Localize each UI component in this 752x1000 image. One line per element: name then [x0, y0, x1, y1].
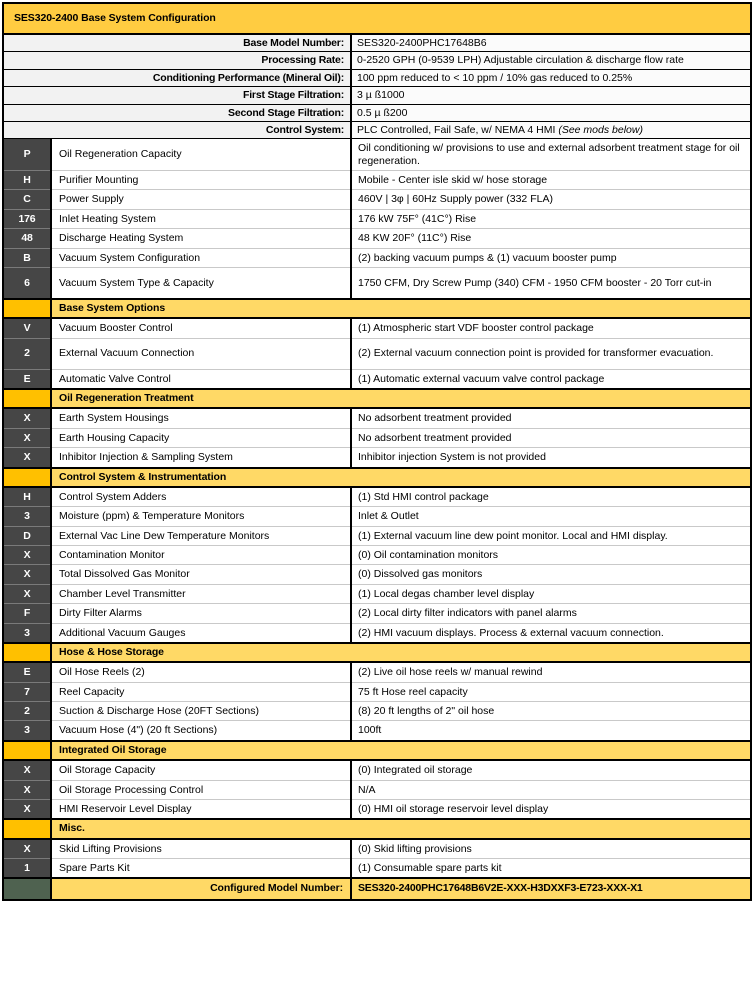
section-code-cell [3, 299, 51, 318]
section-header-row [3, 819, 751, 838]
configured-model-number: SES320-2400PHC17648B6V2E-XXX-H3DXXF3-E723-XXX-X1 [351, 878, 751, 899]
option-row [3, 623, 751, 643]
option-value: Inhibitor injection System is not provided [351, 448, 751, 468]
option-code: X [3, 584, 51, 603]
option-row [3, 338, 751, 369]
spec-value-text: 3 µ ß1000 [357, 89, 405, 102]
option-row [3, 139, 751, 171]
option-value: (0) HMI oil storage reservoir level display [351, 799, 751, 819]
spec-value-text: 0-2520 GPH (0-9539 LPH) Adjustable circulation & discharge flow rate [357, 54, 684, 67]
option-label: Inlet Heating System [51, 209, 351, 228]
option-row [3, 839, 751, 859]
option-code: 2 [3, 338, 51, 369]
spec-label: Processing Rate: [3, 52, 351, 69]
section-header-row [3, 299, 751, 318]
option-value: (8) 20 ft lengths of 2" oil hose [351, 702, 751, 721]
option-code: 3 [3, 623, 51, 643]
option-value: (0) Integrated oil storage [351, 760, 751, 780]
option-label: Oil Regeneration Capacity [51, 139, 351, 171]
option-value: No adsorbent treatment provided [351, 428, 751, 447]
option-value: No adsorbent treatment provided [351, 408, 751, 428]
option-value: (0) Skid lifting provisions [351, 839, 751, 859]
option-label: Skid Lifting Provisions [51, 839, 351, 859]
spec-value-text: 100 ppm reduced to < 10 ppm / 10% gas reduced to 0.25% [357, 71, 633, 84]
option-label: Oil Hose Reels (2) [51, 662, 351, 682]
option-label: Oil Storage Capacity [51, 760, 351, 780]
option-label: Earth System Housings [51, 408, 351, 428]
spec-label: Control System: [3, 121, 351, 138]
option-code: X [3, 799, 51, 819]
section-header-row [3, 643, 751, 662]
option-code: X [3, 408, 51, 428]
option-row [3, 682, 751, 701]
option-label: Automatic Valve Control [51, 369, 351, 389]
spec-value [351, 104, 751, 121]
option-code: P [3, 139, 51, 171]
option-label: Reel Capacity [51, 682, 351, 701]
spec-value-text: PLC Controlled, Fail Safe, w/ NEMA 4 HMI [357, 123, 559, 136]
option-code: H [3, 487, 51, 507]
option-row [3, 565, 751, 584]
spec-value [351, 34, 751, 52]
section-code-cell [3, 468, 51, 487]
option-row [3, 526, 751, 545]
option-value: (2) backing vacuum pumps & (1) vacuum booster pump [351, 248, 751, 267]
option-row [3, 267, 751, 299]
configuration-table [2, 2, 752, 901]
option-row [3, 408, 751, 428]
spec-note: (See mods below) [558, 123, 643, 136]
spec-label: Second Stage Filtration: [3, 104, 351, 121]
option-label: Earth Housing Capacity [51, 428, 351, 447]
option-code: 3 [3, 507, 51, 526]
option-code: X [3, 428, 51, 447]
option-row [3, 229, 751, 248]
option-code: X [3, 448, 51, 468]
option-label: Inhibitor Injection & Sampling System [51, 448, 351, 468]
spec-label: Conditioning Performance (Mineral Oil): [3, 69, 351, 86]
footer-row [3, 878, 751, 899]
option-value: (1) Local degas chamber level display [351, 584, 751, 603]
option-row [3, 171, 751, 190]
option-row [3, 859, 751, 879]
option-code: F [3, 604, 51, 623]
section-title: Misc. [51, 819, 751, 838]
option-label: Discharge Heating System [51, 229, 351, 248]
option-row [3, 780, 751, 799]
option-code: 3 [3, 721, 51, 741]
section-title: Oil Regeneration Treatment [51, 389, 751, 408]
spec-label: Base Model Number: [3, 34, 351, 52]
option-value: (2) Local dirty filter indicators with panel alarms [351, 604, 751, 623]
option-code: 2 [3, 702, 51, 721]
option-row [3, 369, 751, 389]
option-label: Total Dissolved Gas Monitor [51, 565, 351, 584]
option-label: External Vacuum Connection [51, 338, 351, 369]
option-label: Contamination Monitor [51, 546, 351, 565]
option-value: Inlet & Outlet [351, 507, 751, 526]
option-value: 1750 CFM, Dry Screw Pump (340) CFM - 1950 CFM booster - 20 Torr cut-in [351, 267, 751, 299]
option-label: Moisture (ppm) & Temperature Monitors [51, 507, 351, 526]
option-label: Oil Storage Processing Control [51, 780, 351, 799]
option-row [3, 448, 751, 468]
option-value: (0) Oil contamination monitors [351, 546, 751, 565]
option-label: Vacuum System Type & Capacity [51, 267, 351, 299]
option-value: 176 kW 75F° (41C°) Rise [351, 209, 751, 228]
option-code: E [3, 369, 51, 389]
option-row [3, 318, 751, 338]
option-value: (1) External vacuum line dew point monitor. Local and HMI display. [351, 526, 751, 545]
section-code-cell [3, 741, 51, 760]
option-code: 1 [3, 859, 51, 879]
spec-row [3, 87, 751, 104]
option-label: Dirty Filter Alarms [51, 604, 351, 623]
section-code-cell [3, 643, 51, 662]
spec-row [3, 104, 751, 121]
option-label: HMI Reservoir Level Display [51, 799, 351, 819]
option-code: E [3, 662, 51, 682]
option-row [3, 248, 751, 267]
option-row [3, 702, 751, 721]
page-title: SES320-2400 Base System Configuration [3, 3, 751, 34]
option-value: (1) Std HMI control package [351, 487, 751, 507]
option-row [3, 507, 751, 526]
option-row [3, 662, 751, 682]
option-value: 75 ft Hose reel capacity [351, 682, 751, 701]
option-label: Vacuum System Configuration [51, 248, 351, 267]
spec-row [3, 52, 751, 69]
option-code: H [3, 171, 51, 190]
option-label: Control System Adders [51, 487, 351, 507]
option-label: External Vac Line Dew Temperature Monitors [51, 526, 351, 545]
option-row [3, 799, 751, 819]
option-value: 48 KW 20F° (11C°) Rise [351, 229, 751, 248]
option-row [3, 190, 751, 209]
section-code-cell [3, 389, 51, 408]
spec-row [3, 121, 751, 138]
option-value: (1) Atmospheric start VDF booster control package [351, 318, 751, 338]
option-value: Mobile - Center isle skid w/ hose storage [351, 171, 751, 190]
spec-row [3, 69, 751, 86]
option-label: Spare Parts Kit [51, 859, 351, 879]
title-row [3, 3, 751, 34]
section-header-row [3, 468, 751, 487]
table-body [3, 3, 751, 900]
option-code: X [3, 546, 51, 565]
option-row [3, 584, 751, 603]
option-row [3, 487, 751, 507]
option-code: 176 [3, 209, 51, 228]
section-title: Integrated Oil Storage [51, 741, 751, 760]
option-value: 100ft [351, 721, 751, 741]
option-label: Vacuum Hose (4") (20 ft Sections) [51, 721, 351, 741]
option-row [3, 721, 751, 741]
option-code: 7 [3, 682, 51, 701]
option-row [3, 546, 751, 565]
spec-row [3, 34, 751, 52]
section-title: Hose & Hose Storage [51, 643, 751, 662]
option-row [3, 604, 751, 623]
section-title: Base System Options [51, 299, 751, 318]
option-value: (1) Automatic external vacuum valve control package [351, 369, 751, 389]
option-label: Purifier Mounting [51, 171, 351, 190]
spec-value [351, 69, 751, 86]
option-label: Chamber Level Transmitter [51, 584, 351, 603]
option-label: Additional Vacuum Gauges [51, 623, 351, 643]
option-value: (0) Dissolved gas monitors [351, 565, 751, 584]
option-value: (1) Consumable spare parts kit [351, 859, 751, 879]
spec-value-text: 0.5 µ ß200 [357, 106, 408, 119]
option-code: 48 [3, 229, 51, 248]
option-code: C [3, 190, 51, 209]
spec-value [351, 121, 751, 138]
configured-model-label: Configured Model Number: [51, 878, 351, 899]
option-value: 460V | 3φ | 60Hz Supply power (332 FLA) [351, 190, 751, 209]
spec-value [351, 52, 751, 69]
option-row [3, 209, 751, 228]
spec-value-text: SES320-2400PHC17648B6 [357, 37, 487, 49]
option-value: (2) Live oil hose reels w/ manual rewind [351, 662, 751, 682]
option-label: Power Supply [51, 190, 351, 209]
section-header-row [3, 389, 751, 408]
option-code: X [3, 839, 51, 859]
option-row [3, 760, 751, 780]
option-code: D [3, 526, 51, 545]
option-code: 6 [3, 267, 51, 299]
option-code: V [3, 318, 51, 338]
section-code-cell [3, 819, 51, 838]
option-label: Suction & Discharge Hose (20FT Sections) [51, 702, 351, 721]
option-code: X [3, 760, 51, 780]
option-value: (2) HMI vacuum displays. Process & external vacuum connection. [351, 623, 751, 643]
option-row [3, 428, 751, 447]
option-code: X [3, 780, 51, 799]
option-value: (2) External vacuum connection point is provided for transformer evacuation. [351, 338, 751, 369]
option-code: X [3, 565, 51, 584]
option-label: Vacuum Booster Control [51, 318, 351, 338]
option-value: N/A [351, 780, 751, 799]
footer-code-cell [3, 878, 51, 899]
section-title: Control System & Instrumentation [51, 468, 751, 487]
option-value: Oil conditioning w/ provisions to use and external adsorbent treatment stage for oil regeneration. [351, 139, 751, 171]
option-code: B [3, 248, 51, 267]
spec-value [351, 87, 751, 104]
spec-label: First Stage Filtration: [3, 87, 351, 104]
section-header-row [3, 741, 751, 760]
